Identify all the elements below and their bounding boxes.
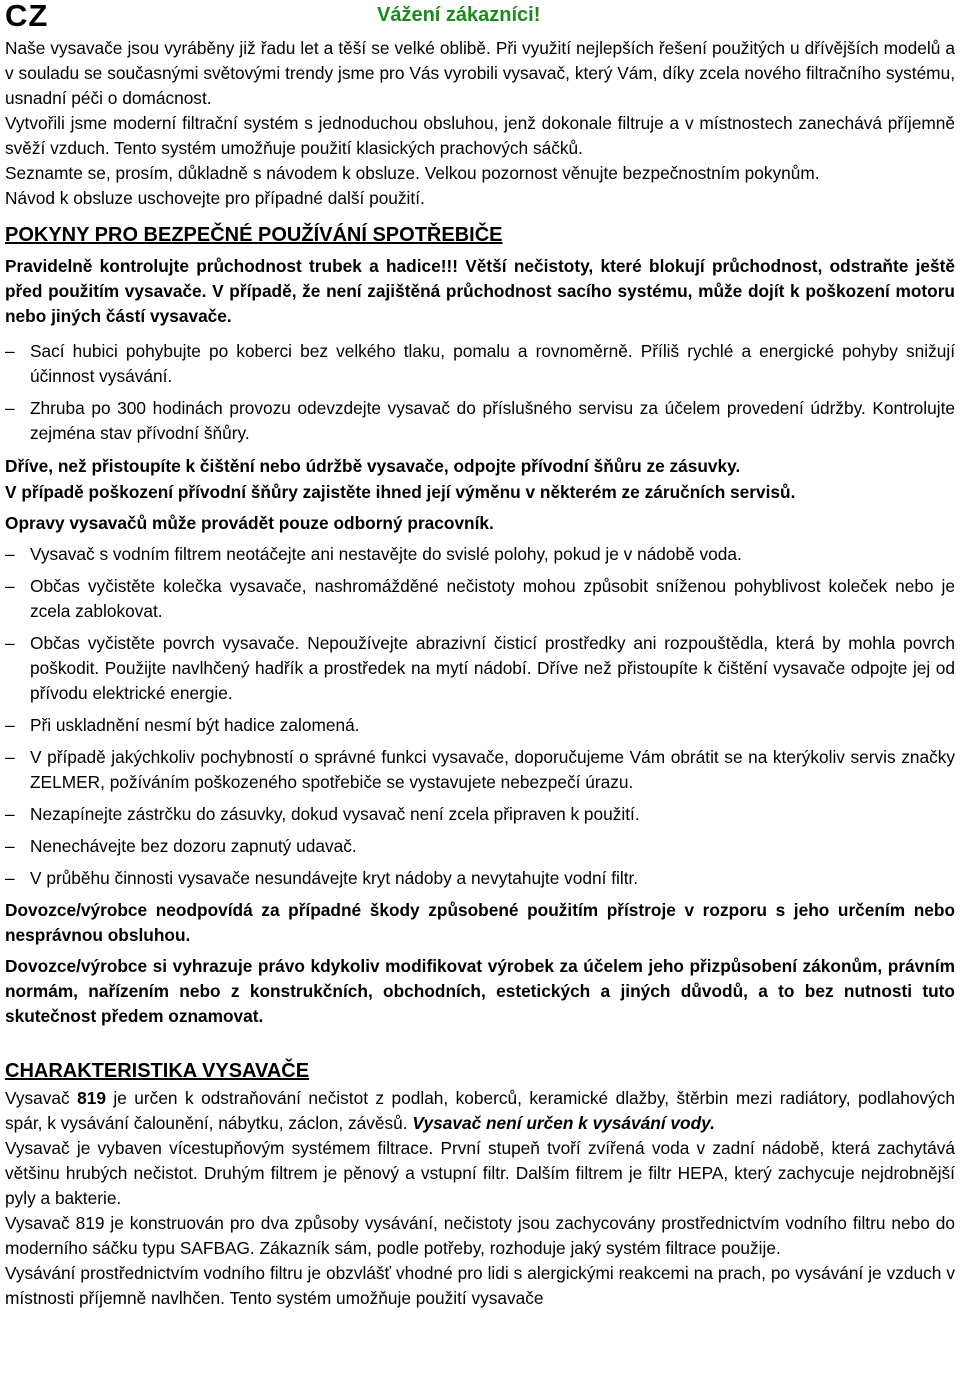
intro-paragraph: Návod k obsluze uschovejte pro případné další použití. (5, 188, 425, 208)
intro-section (5, 36, 955, 211)
list-item: – Vysavač s vodním filtrem neotáčejte ani nestavějte do svislé polohy, pokud je v nádobě voda. (5, 542, 955, 567)
list-item: – Nezapínejte zástrčku do zásuvky, dokud vysavač není zcela připraven k použití. (5, 802, 955, 827)
list-item: – V průběhu činnosti vysavače nesundávejte kryt nádoby a nevytahujte vodní filtr. (5, 866, 955, 891)
characteristics-paragraph: Vysavač 819 je určen k odstraňování nečistot z podlah, koberců, keramické dlažby, štěrbin mezi radiátory, podlahových spár, k vysávání čalounění, nábytku, záclon, závěsů. Vysavač není určen k vysávání vody. (5, 1088, 955, 1133)
disclaimer-note: Dovozce/výrobce neodpovídá za případné škody způsobené použitím přístroje v rozporu s jeho určením nebo nesprávnou obsluhou. (5, 900, 955, 945)
safety-bold-note: V případě poškození přívodní šňůry zajistěte ihned její výměnu v některém ze záručních servisů. (5, 482, 796, 502)
list-item: – Občas vyčistěte kolečka vysavače, nashromážděné nečistoty mohou způsobit sníženou pohyblivost koleček nebo je zcela zablokovat. (5, 576, 955, 621)
dash-bullet: – (5, 747, 15, 767)
characteristics-paragraph: Vysavač je vybaven vícestupňovým systémem filtrace. První stupeň tvoří zvířená voda v zadní nádobě, která zachytává většinu hrubých nečistot. Druhým filtrem je pěnový a vstupní filtr. Dalším filtrem je filtr HEPA, který zachycuje nejdrobnější pyly a bakterie. (5, 1138, 955, 1208)
list-item: – Při uskladnění nesmí být hadice zalomená. (5, 713, 955, 738)
characteristics-paragraph: Vysávání prostřednictvím vodního filtru je obzvlášť vhodné pro lidi s alergickými reakcemi na prach, po vysávání je vzduch v místnosti příjemně navlhčen. Tento systém umožňuje použití vysavače (5, 1263, 955, 1308)
safety-section (5, 222, 955, 1029)
list-item: – V případě jakýchkoliv pochybností o správné funkci vysavače, doporučujeme Vám obrátit se na kterýkoliv servis značky ZELMER, požíváním poškozeného spotřebiče se vystavujete nebezpečí úrazu. (5, 747, 955, 792)
safety-bold-note: Dříve, než přistoupíte k čištění nebo údržbě vysavače, odpojte přívodní šňůru ze zásuvky. (5, 456, 741, 476)
dash-bullet: – (5, 836, 15, 856)
water-warning: Vysavač není určen k vysávání vody. (412, 1113, 715, 1133)
characteristics-paragraph: Vysavač 819 je konstruován pro dva způsoby vysávání, nečistoty jsou zachycovány prostřednictvím vodního filtru nebo do moderního sáčku typu SAFBAG. Zákazník sám, podle potřeby, rozhoduje jaký systém filtrace použije. (5, 1213, 955, 1258)
characteristics-section (5, 1058, 955, 1311)
section-title: POKYNY PRO BEZPEČNÉ POUŽÍVÁNÍ SPOTŘEBIČE (5, 224, 503, 246)
disclaimer-note: Dovozce/výrobce si vyhrazuje právo kdykoliv modifikovat výrobek za účelem jeho přizpůsobení zákonům, právním normám, nařízením nebo z konstrukčních, obchodních, estetických a jiných důvodů, a to bez nutnosti tuto skutečnost předem oznamovat. (5, 956, 955, 1026)
dash-bullet: – (5, 544, 15, 564)
language-code: CZ (5, 0, 49, 33)
dash-bullet: – (5, 804, 15, 824)
dash-bullet: – (5, 715, 15, 735)
dash-bullet: – (5, 341, 15, 361)
list-item: – Sací hubici pohybujte po koberci bez velkého tlaku, pomalu a rovnoměrně. Příliš rychlé a energické pohyby snižují účinnost vysávání. (5, 341, 955, 386)
intro-paragraph: Naše vysavače jsou vyráběny již řadu let a těší se velké oblibě. Při využití nejlepších řešení použitých u dřívějších modelů a v souladu se současnými světovými trendy jsme pro Vás vyrobili vysavač, který Vám, díky zcela nového filtračního systému, usnadní péči o domácnost. (5, 38, 955, 108)
dash-bullet: – (5, 868, 15, 888)
dash-bullet: – (5, 576, 15, 596)
safety-list-1 (5, 339, 955, 446)
intro-paragraph: Vytvořili jsme moderní filtrační systém s jednoduchou obsluhou, jenž dokonale filtruje a v místnostech zanechává příjemně svěží vzduch. Tento systém umožňuje použití klasických prachových sáčků. (5, 113, 955, 158)
greeting-heading: Vážení zákazníci! (377, 4, 541, 26)
list-item: – Zhruba po 300 hodinách provozu odevzdejte vysavač do příslušného servisu za účelem provedení údržby. Kontrolujte zejména stav přívodní šňůry. (5, 398, 955, 443)
safety-bold-note: Opravy vysavačů může provádět pouze odborný pracovník. (5, 513, 494, 533)
section-title: CHARAKTERISTIKA VYSAVAČE (5, 1060, 310, 1082)
safety-warning: Pravidelně kontrolujte průchodnost trubek a hadice!!! Větší nečistoty, které blokují průchodnost, odstraňte ještě před použitím vysavače. V případě, že není zajištěná průchodnost sacího systému, může dojít k poškození motoru nebo jiných částí vysavače. (5, 256, 955, 326)
list-item: – Občas vyčistěte povrch vysavače. Nepoužívejte abrazivní čisticí prostředky ani rozpouštědla, která by mohla povrch poškodit. Použijte navlhčený hadřík a prostředek na mytí nádobí. Dříve než přistoupíte k čištění vysavače odpojte jej od přívodu elektrické energie. (5, 633, 955, 703)
dash-bullet: – (5, 398, 15, 418)
intro-paragraph: Seznamte se, prosím, důkladně s návodem k obsluze. Velkou pozornost věnujte bezpečnostním pokynům. (5, 163, 820, 183)
dash-bullet: – (5, 633, 15, 653)
safety-list-2 (5, 542, 955, 891)
list-item: – Nenechávejte bez dozoru zapnutý udavač. (5, 834, 955, 859)
